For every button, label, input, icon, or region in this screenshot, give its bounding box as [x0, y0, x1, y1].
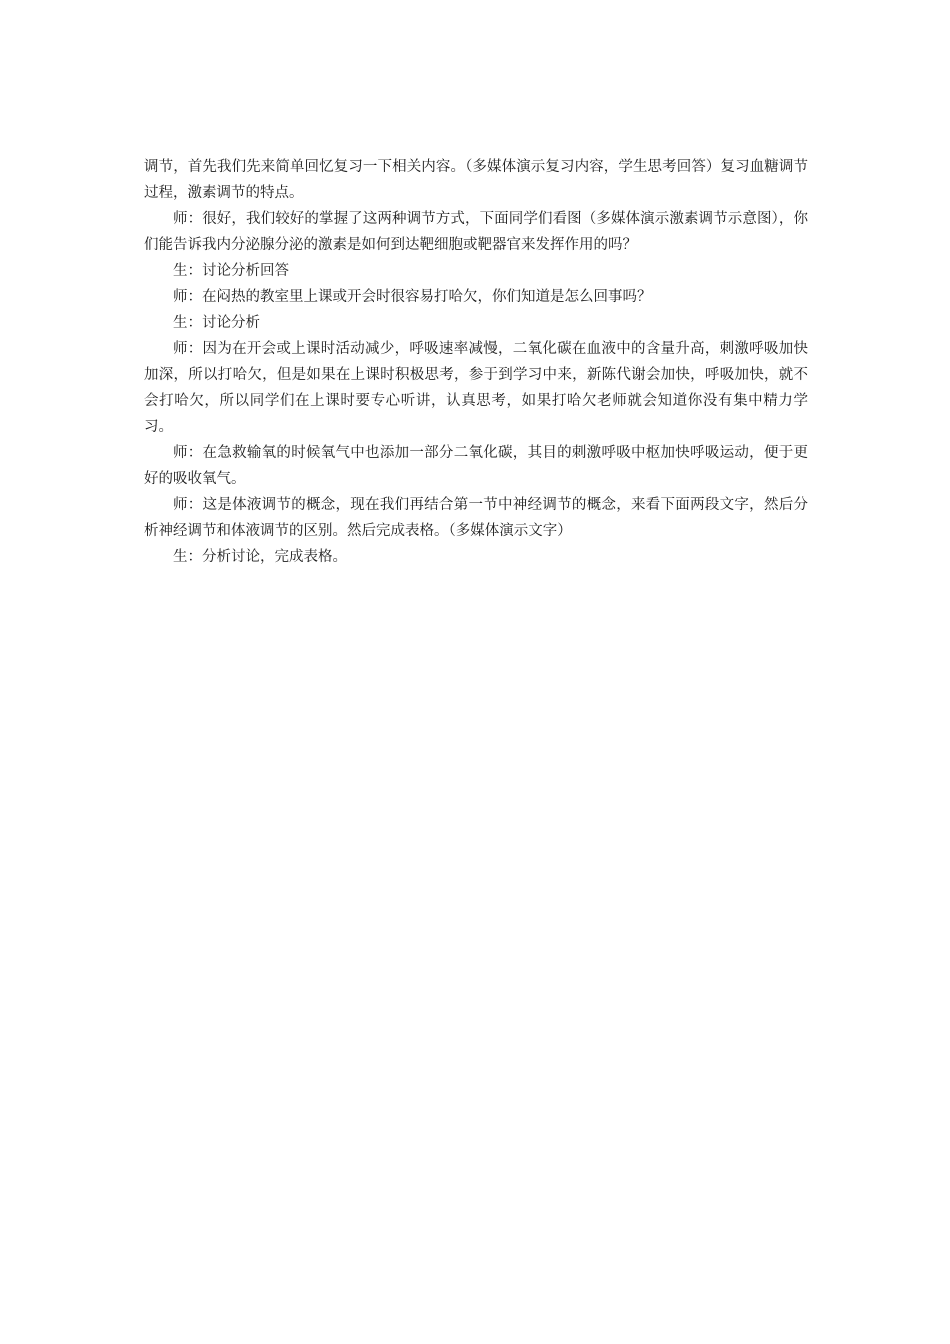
- paragraph-continuation: 调节，首先我们先来简单回忆复习一下相关内容。（多媒体演示复习内容，学生思考回答）复习血糖调节过程，激素调节的特点。: [144, 159, 808, 201]
- document-body: [144, 154, 808, 570]
- paragraph-student-discuss: 生：讨论分析: [173, 315, 260, 331]
- paragraph-student-answer: 生：讨论分析回答: [173, 263, 289, 279]
- paragraph-student-table: 生：分析讨论，完成表格。: [173, 549, 347, 565]
- paragraph-teacher-concept: 师：这是体液调节的概念，现在我们再结合第一节中神经调节的概念，来看下面两段文字，然后分析神经调节和体液调节的区别。然后完成表格。（多媒体演示文字）: [144, 497, 808, 539]
- paragraph-teacher-figure-question: 师：很好，我们较好的掌握了这两种调节方式，下面同学们看图（多媒体演示激素调节示意图），你们能告诉我内分泌腺分泌的激素是如何到达靶细胞或靶器官来发挥作用的吗？: [144, 211, 808, 253]
- paragraph-teacher-yawn-question: 师：在闷热的教室里上课或开会时很容易打哈欠，你们知道是怎么回事吗？: [173, 289, 652, 305]
- paragraph-teacher-oxygen: 师：在急救输氧的时候氧气中也添加一部分二氧化碳，其目的刺激呼吸中枢加快呼吸运动，便于更好的吸收氧气。: [144, 445, 808, 487]
- paragraph-teacher-yawn-explanation: 师：因为在开会或上课时活动减少，呼吸速率减慢，二氧化碳在血液中的含量升高，刺激呼吸加快加深，所以打哈欠，但是如果在上课时积极思考，参于到学习中来，新陈代谢会加快，呼吸加快，就不会打哈欠，所以同学们在上课时要专心听讲，认真思考，如果打哈欠老师就会知道你没有集中精力学习。: [144, 341, 808, 435]
